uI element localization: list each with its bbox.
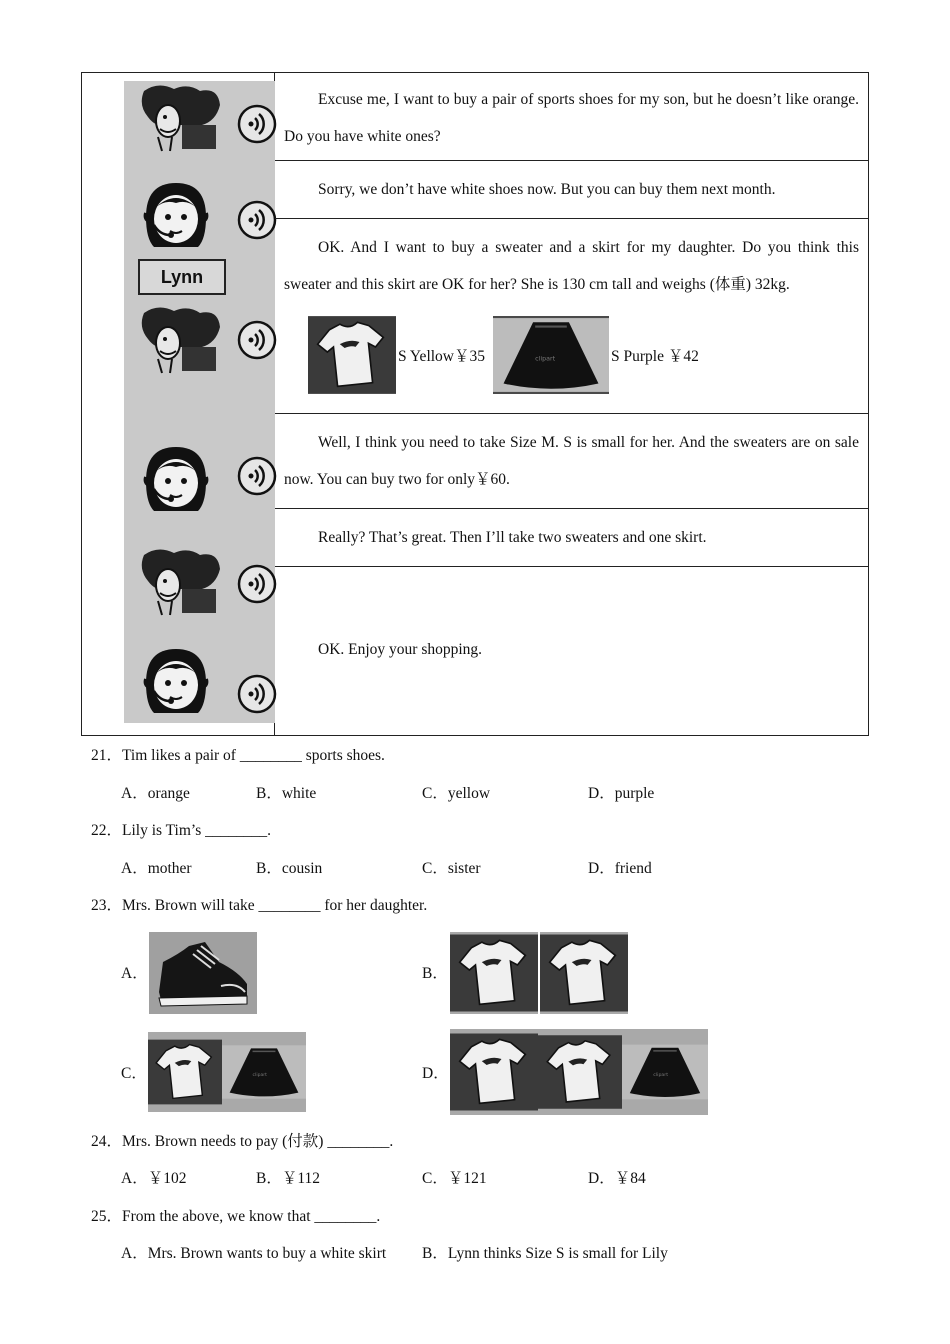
dialog-text: Sorry, we don’t have white shoes now. But you can buy them next month. — [318, 181, 776, 198]
tshirt-icon — [538, 1029, 622, 1115]
tshirt-icon — [450, 1029, 538, 1115]
q25-option-b[interactable]: B．Lynn thinks Size S is small for Lily — [422, 1245, 668, 1262]
q24-option-c[interactable]: C．￥121 — [422, 1170, 487, 1187]
q24-option-d[interactable]: D．￥84 — [588, 1170, 646, 1187]
dialog-line-6 — [275, 567, 868, 735]
speaker-strip — [124, 81, 275, 723]
skirt-icon — [622, 1029, 708, 1115]
sports-shoe-icon — [149, 932, 257, 1014]
q22-option-b[interactable]: B．cousin — [256, 860, 323, 877]
q22-option-a[interactable]: A．mother — [121, 860, 192, 877]
skirt-icon — [222, 1032, 306, 1112]
q23-option-b[interactable]: B． — [422, 965, 448, 982]
audio-speaker-icon[interactable] — [236, 103, 278, 145]
audio-speaker-icon[interactable] — [236, 319, 278, 361]
audio-speaker-icon[interactable] — [236, 455, 278, 497]
question-23: 23．Mrs. Brown will take ________ for her daughter. — [91, 897, 428, 914]
dialog-line-3 — [275, 219, 868, 414]
dialogue-table — [81, 72, 869, 736]
speaker-column — [82, 73, 275, 735]
woman-cartoon-icon — [138, 545, 224, 617]
shop-assistant-icon — [138, 643, 214, 719]
dialog-text: OK. Enjoy your shopping. — [318, 641, 483, 658]
tshirt-icon — [308, 316, 396, 394]
question-21: 21．Tim likes a pair of ________ sports shoes. — [91, 747, 385, 764]
q23-option-c[interactable]: C． — [121, 1065, 147, 1082]
product-row — [284, 315, 859, 395]
q22-option-c[interactable]: C．sister — [422, 860, 481, 877]
q24-option-b[interactable]: B．￥112 — [256, 1170, 321, 1187]
question-25: 25．From the above, we know that ________. — [91, 1208, 381, 1225]
dialog-line-5 — [275, 509, 868, 567]
q21-option-c[interactable]: C．yellow — [422, 785, 491, 802]
dialog-line-2 — [275, 161, 868, 219]
skirt-icon — [493, 316, 609, 394]
dialog-line-4 — [275, 414, 868, 509]
q23-option-d[interactable]: D． — [422, 1065, 449, 1082]
q25-option-a[interactable]: A．Mrs. Brown wants to buy a white skirt — [121, 1245, 387, 1262]
question-24: 24．Mrs. Brown needs to pay (付款) ________. — [91, 1133, 394, 1150]
dialog-line-1 — [275, 73, 868, 161]
tshirt-icon — [540, 932, 628, 1014]
dialog-text: Really? That’s great. Then I’ll take two sweaters and one skirt. — [318, 529, 707, 546]
dialog-text: OK. And I want to buy a sweater and a skirt for my daughter. Do you think this sweater and this skirt are OK for her? She is 130 cm tall and weighs (体重) 32kg. — [284, 239, 859, 293]
tshirt-icon — [148, 1032, 222, 1112]
q23-option-a[interactable]: A． — [121, 965, 148, 982]
name-tag: Lynn — [138, 259, 226, 295]
audio-speaker-icon[interactable] — [236, 199, 278, 241]
q21-option-d[interactable]: D．purple — [588, 785, 655, 802]
audio-speaker-icon[interactable] — [236, 563, 278, 605]
audio-speaker-icon[interactable] — [236, 673, 278, 715]
shop-assistant-icon — [138, 441, 214, 517]
question-22: 22．Lily is Tim’s ________. — [91, 822, 272, 839]
q22-option-d[interactable]: D．friend — [588, 860, 652, 877]
tshirt-icon — [450, 932, 538, 1014]
q21-option-a[interactable]: A．orange — [121, 785, 190, 802]
shop-assistant-icon — [138, 177, 214, 253]
sweater-price-label: S Yellow￥35 — [398, 348, 485, 365]
q24-option-a[interactable]: A．￥102 — [121, 1170, 187, 1187]
woman-cartoon-icon — [138, 303, 224, 375]
q21-option-b[interactable]: B．white — [256, 785, 317, 802]
woman-cartoon-icon — [138, 81, 224, 153]
dialog-text: Well, I think you need to take Size M. S is small for her. And the sweaters are on sale now. You can buy two for only￥60. — [284, 434, 859, 488]
skirt-price-label: S Purple ￥42 — [611, 348, 699, 365]
dialog-text: Excuse me, I want to buy a pair of sports shoes for my son, but he doesn’t like orange. Do you have white ones? — [284, 91, 859, 145]
